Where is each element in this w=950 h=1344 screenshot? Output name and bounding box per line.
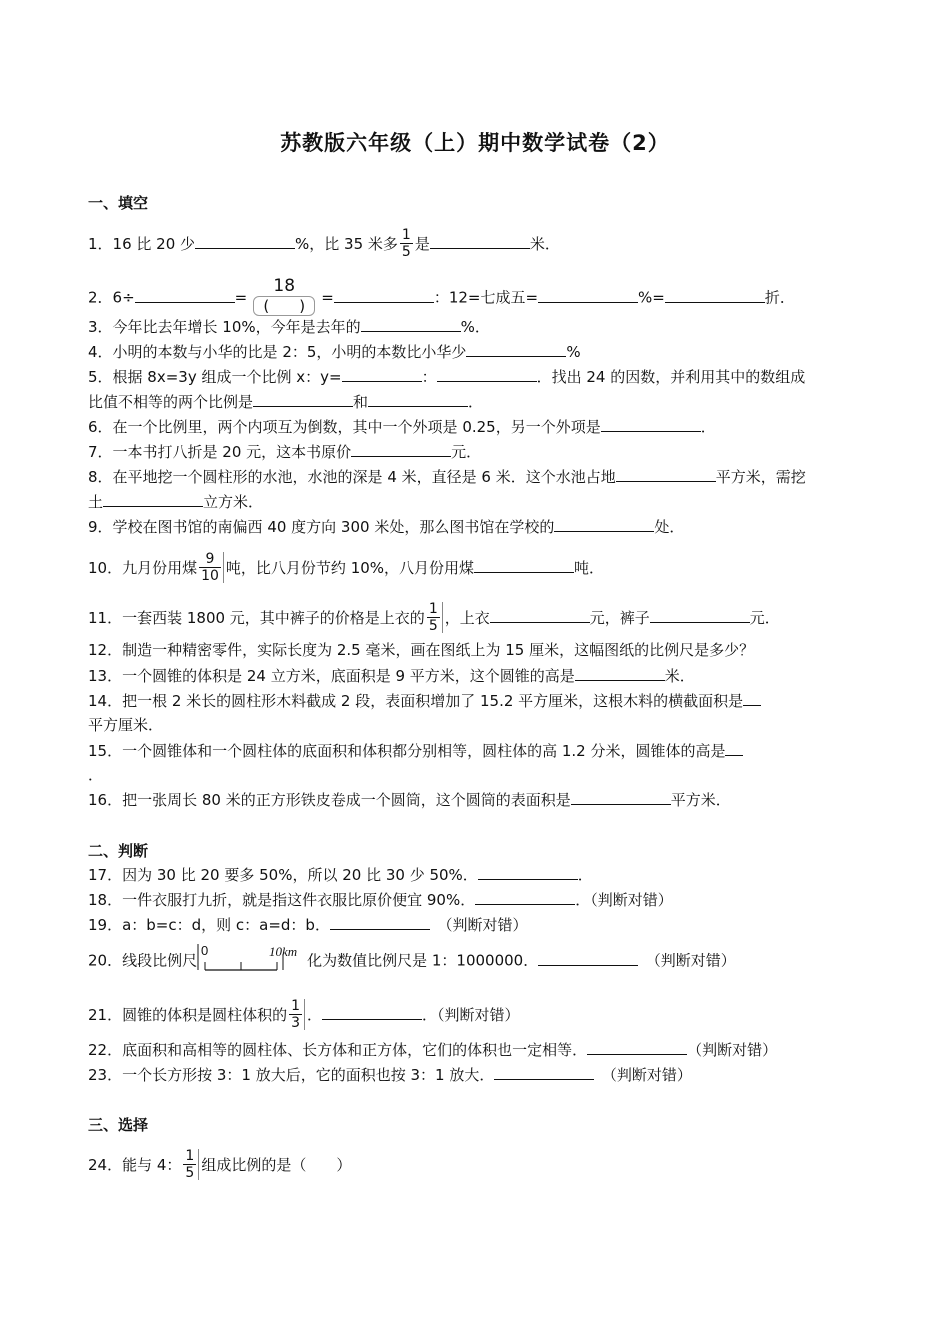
question-7: 7．一本书打八折是 20 元，这本书原价 元．: [88, 443, 482, 461]
answer-blank[interactable]: [368, 391, 468, 407]
question-5-cont: 比值不相等的两个比例是 和 ．: [88, 393, 484, 411]
answer-blank[interactable]: [490, 607, 590, 623]
question-9: 9．学校在图书馆的南偏西 40 度方向 300 米处，那么图书馆在学校的 处．: [88, 518, 685, 536]
answer-blank[interactable]: [430, 233, 530, 249]
question-21: 21．圆锥的体积是圆柱体积的 $\frac{1}{3}$ ． ．（判断对错）: [88, 998, 520, 1031]
question-12: 12．制造一种精密零件，实际长度为 2.5 毫米，画在图纸上为 15 厘米，这幅图纸的比例尺是多少？: [88, 641, 755, 659]
question-15: 15．一个圆锥体和一个圆柱体的底面积和体积都分别相等，圆柱体的高 1.2 分米，圆锥体的高是: [88, 740, 743, 761]
answer-blank[interactable]: [351, 441, 451, 457]
fraction: $\frac{1}{5}$: [401, 227, 411, 260]
answer-blank[interactable]: [342, 366, 422, 382]
fraction: $\frac{1}{3}$: [289, 999, 305, 1030]
question-6: 6．在一个比例里，两个内项互为倒数，其中一个外项是 0.25，另一个外项是 ．: [88, 418, 716, 436]
scale-start-label: 0: [201, 944, 209, 958]
scale-end-label: 10km: [269, 944, 298, 959]
answer-blank[interactable]: [571, 789, 671, 805]
answer-blank[interactable]: [466, 341, 566, 357]
question-18: 18．一件衣服打九折，就是指这件衣服比原价便宜 90%． ．（判断对错）: [88, 891, 673, 909]
question-13: 13．一个圆锥的体积是 24 立方米，底面积是 9 平方米，这个圆锥的高是 米．: [88, 667, 695, 685]
question-3: 3．今年比去年增长 10%，今年是去年的 %．: [88, 318, 490, 336]
question-10: 10．九月份用煤 $\frac{9}{10}$ 吨，比八月份节约 10%，八月份用煤 吨．: [88, 551, 605, 584]
answer-blank[interactable]: [322, 1004, 422, 1020]
question-24: 24．能与 4： $\frac{1}{5}$ 组成比例的是（ ）: [88, 1148, 352, 1181]
section-heading-choice: 三、选择: [88, 1116, 149, 1134]
answer-box[interactable]: ( ): [253, 296, 315, 316]
scale-bar: [197, 944, 307, 978]
question-4: 4．小明的本数与小华的比是 2：5，小明的本数比小华少 %: [88, 343, 581, 361]
question-2: 2．6÷ = 18 ( ) = ：12=七成五= %= 折．: [88, 276, 795, 315]
question-5: 5．根据 8x=3y 组成一个比例 x：y= ： ．找出 24 的因数，并利用其中的数组成: [88, 368, 806, 386]
answer-blank[interactable]: [474, 557, 574, 573]
question-8-cont: 土 立方米．: [88, 493, 264, 511]
answer-blank[interactable]: [650, 607, 750, 623]
question-17: 17．因为 30 比 20 要多 50%，所以 20 比 30 少 50%． ．: [88, 866, 593, 884]
question-19: 19．a：b=c：d，则 c：a=d：b． （判断对错）: [88, 916, 528, 934]
fraction-18: 18 ( ): [249, 276, 319, 316]
question-23: 23．一个长方形按 3：1 放大后，它的面积也按 3：1 放大． （判断对错）: [88, 1066, 692, 1084]
answer-blank[interactable]: [538, 950, 638, 966]
question-8: 8．在平地挖一个圆柱形的水池，水池的深是 4 米，直径是 6 米．这个水池占地 平方米，需挖: [88, 468, 806, 486]
answer-blank[interactable]: [475, 889, 575, 905]
answer-blank[interactable]: [478, 864, 578, 880]
question-1: 1．16 比 20 少 %，比 35 米多 $\frac{1}{5}$ 是 米．: [88, 227, 560, 260]
section-heading-judge: 二、判断: [88, 842, 149, 860]
answer-blank[interactable]: [334, 287, 434, 303]
question-22: 22．底面积和高相等的圆柱体、长方体和正方体，它们的体积也一定相等． （判断对错）: [88, 1041, 778, 1059]
answer-blank[interactable]: [554, 516, 654, 532]
answer-blank[interactable]: [725, 740, 743, 756]
answer-blank[interactable]: [195, 233, 295, 249]
answer-blank[interactable]: [575, 665, 665, 681]
answer-blank[interactable]: [665, 287, 765, 303]
question-14-cont: 平方厘米．: [88, 716, 164, 734]
question-15-cont: ．: [88, 766, 104, 784]
answer-blank[interactable]: [743, 690, 761, 706]
answer-blank[interactable]: [330, 914, 430, 930]
question-20: 20．线段比例尺 0 10km 化为数值比例尺是 1：1000000． （判断对错）: [88, 944, 736, 978]
answer-blank[interactable]: [437, 366, 537, 382]
answer-blank[interactable]: [538, 287, 638, 303]
answer-blank[interactable]: [587, 1039, 687, 1055]
line-scale-figure: [197, 944, 307, 978]
section-heading-fill: 一、填空: [88, 194, 149, 212]
question-11: 11．一套西装 1800 元，其中裤子的价格是上衣的 $\frac{1}{5}$ ，上衣 元，裤子 元．: [88, 601, 780, 634]
fraction: $\frac{9}{10}$: [199, 552, 224, 583]
answer-blank[interactable]: [103, 491, 203, 507]
answer-blank[interactable]: [253, 391, 353, 407]
answer-blank[interactable]: [361, 316, 461, 332]
answer-blank[interactable]: [616, 466, 716, 482]
answer-blank[interactable]: [494, 1064, 594, 1080]
answer-blank[interactable]: [135, 287, 235, 303]
fraction: $\frac{1}{5}$: [183, 1149, 199, 1180]
page-title: 苏教版六年级（上）期中数学试卷（2）: [280, 131, 670, 155]
question-16: 16．把一张周长 80 米的正方形铁皮卷成一个圆筒，这个圆筒的表面积是 平方米．: [88, 791, 731, 809]
fraction: $\frac{1}{5}$: [427, 602, 443, 633]
answer-blank[interactable]: [601, 416, 701, 432]
question-14: 14．把一根 2 米长的圆柱形木料截成 2 段，表面积增加了 15.2 平方厘米，这根木料的横截面积是: [88, 690, 761, 711]
